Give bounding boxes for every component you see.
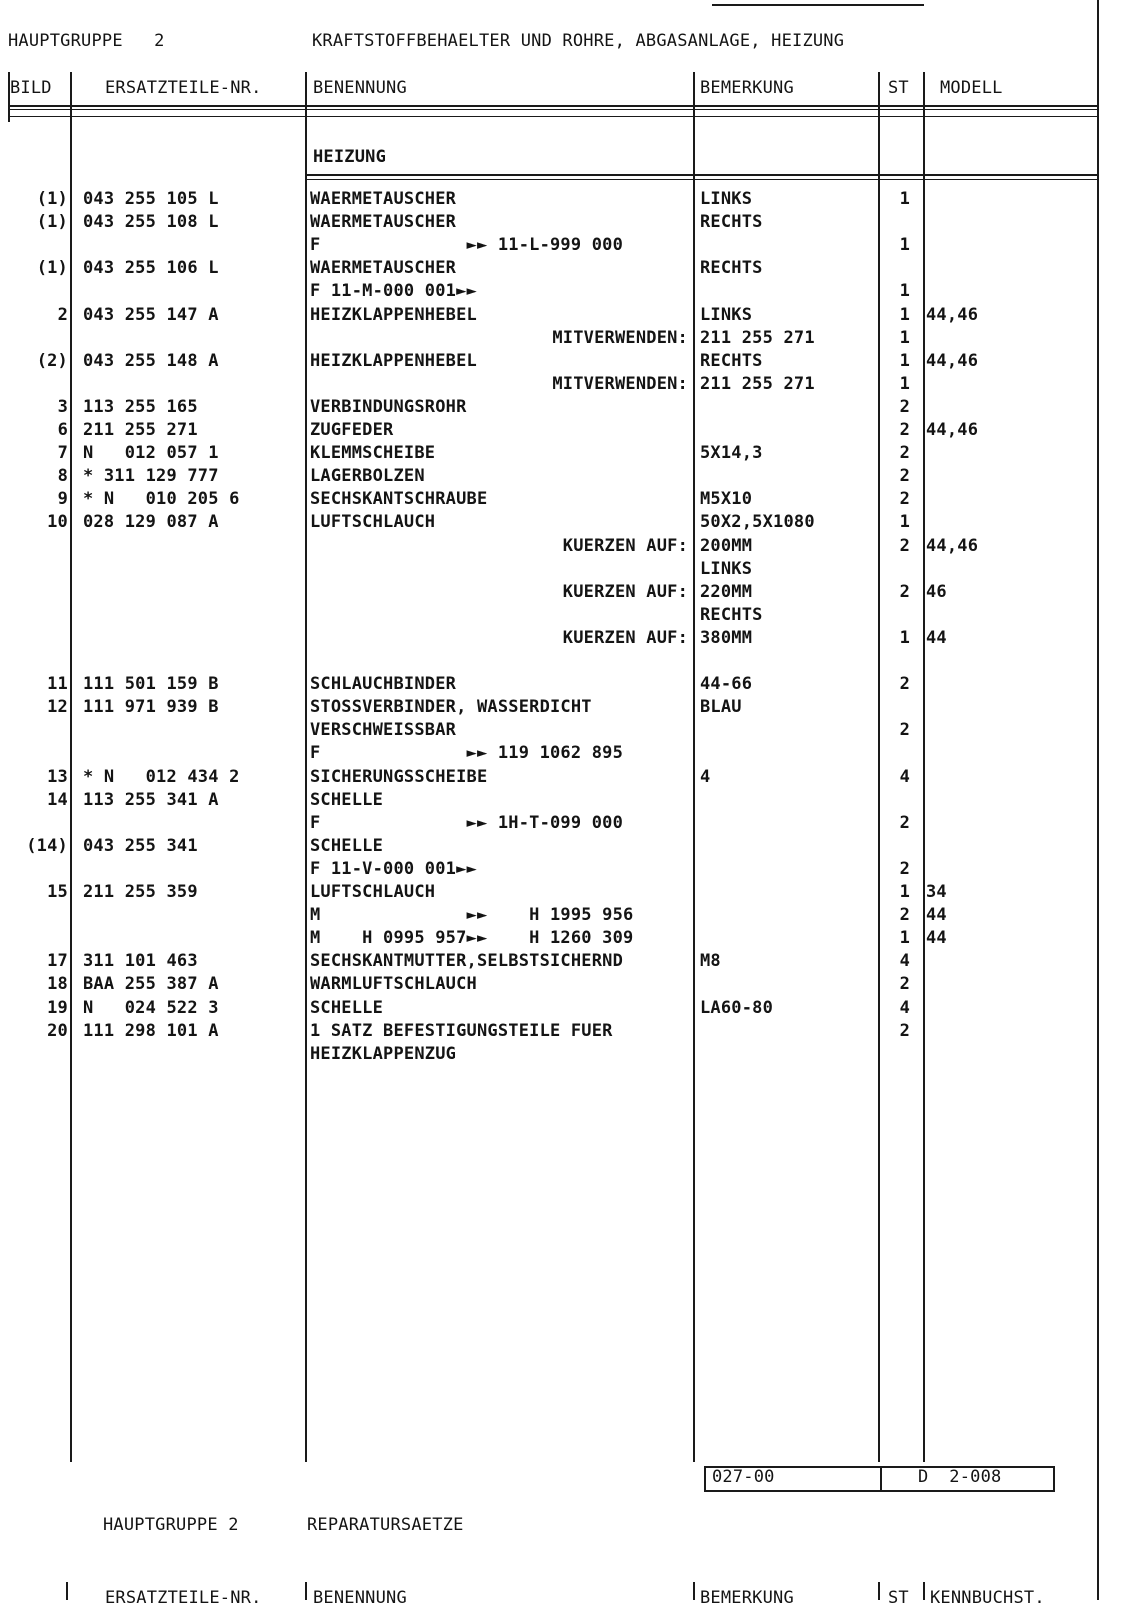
row-benennung: VERBINDUNGSROHR [310, 397, 467, 417]
row-part-number: 211 255 271 [83, 420, 198, 440]
row-bild: 14 [47, 790, 68, 810]
table-row [0, 604, 1100, 627]
next-col-line-bem [693, 1582, 695, 1600]
col-st: ST [888, 78, 909, 98]
row-bild: 9 [57, 489, 68, 509]
row-bild: 19 [47, 998, 68, 1018]
row-benennung: F 11-V-000 001►► [310, 859, 477, 879]
row-bemerkung: 211 255 271 [700, 328, 815, 348]
row-st: 4 [899, 998, 910, 1018]
row-benennung: F ►► 11-L-999 000 [310, 235, 624, 255]
row-st: 1 [899, 928, 910, 948]
row-st: 2 [899, 466, 910, 486]
row-part-number: N 012 057 1 [83, 443, 219, 463]
row-bemerkung: 50X2,5X1080 [700, 512, 815, 532]
row-bild: 7 [57, 443, 68, 463]
table-row [0, 188, 1100, 211]
row-bemerkung: 211 255 271 [700, 374, 815, 394]
table-row [0, 973, 1100, 996]
table-row [0, 927, 1100, 950]
row-modell: 44,46 [926, 351, 979, 371]
next-col-bem: BEMERKUNG [700, 1588, 794, 1608]
table-row [0, 650, 1100, 673]
footer-code-box-right [878, 1466, 1055, 1492]
row-st: 2 [899, 1021, 910, 1041]
row-benennung: LUFTSCHLAUCH [310, 512, 436, 532]
table-row [0, 858, 1100, 881]
row-st: 2 [899, 443, 910, 463]
row-part-number: N 024 522 3 [83, 998, 219, 1018]
row-benennung: M H 0995 957►► H 1260 309 [310, 928, 634, 948]
row-st: 2 [899, 397, 910, 417]
row-bemerkung: RECHTS [700, 605, 763, 625]
group-title: KRAFTSTOFFBEHAELTER UND ROHRE, ABGASANLAGE, HEIZUNG [312, 31, 845, 51]
row-part-number: * N 010 205 6 [83, 489, 240, 509]
row-benennung: 1 SATZ BEFESTIGUNGSTEILE FUER [310, 1021, 613, 1041]
table-row [0, 673, 1100, 696]
table-row [0, 304, 1100, 327]
table-row [0, 835, 1100, 858]
next-col-ben: BENENNUNG [313, 1588, 407, 1608]
row-bemerkung: 200MM [700, 536, 753, 556]
row-st: 2 [899, 536, 910, 556]
table-row [0, 997, 1100, 1020]
row-st: 2 [899, 859, 910, 879]
row-benennung: SECHSKANTMUTTER,SELBSTSICHERND [310, 951, 624, 971]
row-st: 1 [899, 328, 910, 348]
row-benennung: SCHELLE [310, 998, 384, 1018]
row-part-number: 113 255 165 [83, 397, 198, 417]
row-benennung: HEIZKLAPPENHEBEL [310, 351, 477, 371]
row-modell: 44,46 [926, 305, 979, 325]
row-bemerkung: RECHTS [700, 212, 763, 232]
row-part-number: 113 255 341 A [83, 790, 219, 810]
col-ersatzteile: ERSATZTEILE-NR. [105, 78, 262, 98]
row-st: 1 [899, 235, 910, 255]
row-bemerkung: LA60-80 [700, 998, 774, 1018]
row-benennung: SCHELLE [310, 790, 384, 810]
row-st: 1 [899, 351, 910, 371]
table-row [0, 257, 1100, 280]
table-row [0, 812, 1100, 835]
next-group-label: HAUPTGRUPPE 2 [103, 1515, 239, 1535]
row-benennung: SCHELLE [310, 836, 384, 856]
header-rule-1 [8, 105, 1098, 107]
row-modell: 44 [926, 905, 947, 925]
table-row [0, 558, 1100, 581]
row-part-number: 043 255 106 L [83, 258, 219, 278]
row-modell: 44,46 [926, 420, 979, 440]
row-modell: 44 [926, 928, 947, 948]
row-bild: (1) [36, 212, 68, 232]
group-label: HAUPTGRUPPE 2 [8, 31, 165, 51]
top-rule [712, 4, 924, 6]
footer-code-right: D 2-008 [918, 1467, 1002, 1487]
row-bemerkung: LINKS [700, 305, 753, 325]
row-part-number: 111 971 939 B [83, 697, 219, 717]
col-bemerkung: BEMERKUNG [700, 78, 794, 98]
next-col-line-st [878, 1582, 880, 1600]
table-row [0, 719, 1100, 742]
header-rule-2 [8, 109, 1098, 110]
col-line-bild [8, 72, 10, 122]
row-bild: (1) [36, 189, 68, 209]
row-benennung: KUERZEN AUF: [562, 536, 688, 556]
row-bild: (1) [36, 258, 68, 278]
table-row [0, 442, 1100, 465]
table-row [0, 419, 1100, 442]
row-st: 1 [899, 882, 910, 902]
row-bild: 17 [47, 951, 68, 971]
row-bemerkung: 5X14,3 [700, 443, 763, 463]
row-benennung: WAERMETAUSCHER [310, 189, 457, 209]
row-bemerkung: RECHTS [700, 258, 763, 278]
row-bemerkung: 220MM [700, 582, 753, 602]
row-part-number: BAA 255 387 A [83, 974, 219, 994]
next-group-title: REPARATURSAETZE [307, 1515, 464, 1535]
row-benennung: HEIZKLAPPENHEBEL [310, 305, 477, 325]
row-part-number: 043 255 105 L [83, 189, 219, 209]
header-rule-3 [8, 116, 1098, 117]
row-st: 2 [899, 489, 910, 509]
row-benennung: F ►► 119 1062 895 [310, 743, 624, 763]
next-col-line-nr [66, 1582, 68, 1600]
row-st: 1 [899, 374, 910, 394]
row-part-number: 043 255 341 [83, 836, 198, 856]
row-bemerkung: M5X10 [700, 489, 753, 509]
row-bemerkung: BLAU [700, 697, 742, 717]
row-benennung: F ►► 1H-T-099 000 [310, 813, 624, 833]
table-row [0, 904, 1100, 927]
section-rule-1 [305, 174, 1098, 176]
row-bild: 3 [57, 397, 68, 417]
row-st: 2 [899, 674, 910, 694]
row-part-number: 043 255 148 A [83, 351, 219, 371]
row-benennung: M ►► H 1995 956 [310, 905, 634, 925]
row-part-number: * 311 129 777 [83, 466, 219, 486]
footer-code-left: 027-00 [712, 1467, 775, 1487]
row-st: 4 [899, 767, 910, 787]
row-benennung: LAGERBOLZEN [310, 466, 425, 486]
table-row [0, 742, 1100, 765]
row-bild: 6 [57, 420, 68, 440]
table-row [0, 535, 1100, 558]
row-part-number: 043 255 147 A [83, 305, 219, 325]
row-st: 2 [899, 905, 910, 925]
row-bemerkung: LINKS [700, 189, 753, 209]
col-bild: BILD [10, 78, 52, 98]
row-benennung: WAERMETAUSCHER [310, 212, 457, 232]
row-bild: 2 [57, 305, 68, 325]
table-row [0, 766, 1100, 789]
next-col-line-ben [305, 1582, 307, 1600]
table-row [0, 234, 1100, 257]
row-bemerkung: LINKS [700, 559, 753, 579]
row-bild: (2) [36, 351, 68, 371]
next-col-st: ST [888, 1588, 909, 1608]
row-benennung: HEIZKLAPPENZUG [310, 1044, 457, 1064]
section-title: HEIZUNG [313, 147, 387, 167]
next-col-nr: ERSATZTEILE-NR. [105, 1588, 262, 1608]
row-part-number: 111 501 159 B [83, 674, 219, 694]
row-benennung: WARMLUFTSCHLAUCH [310, 974, 477, 994]
table-row [0, 488, 1100, 511]
row-bild: 12 [47, 697, 68, 717]
footer-code-box-left [704, 1466, 882, 1492]
row-part-number: 043 255 108 L [83, 212, 219, 232]
table-row [0, 350, 1100, 373]
row-st: 2 [899, 720, 910, 740]
row-st: 2 [899, 582, 910, 602]
row-bemerkung: RECHTS [700, 351, 763, 371]
row-benennung: SICHERUNGSSCHEIBE [310, 767, 488, 787]
table-row [0, 1020, 1100, 1043]
row-bemerkung: 4 [700, 767, 711, 787]
next-col-kenn: KENNBUCHST. [930, 1588, 1045, 1608]
row-bemerkung: 44-66 [700, 674, 753, 694]
row-benennung: SCHLAUCHBINDER [310, 674, 457, 694]
row-bild: 15 [47, 882, 68, 902]
row-bild: 11 [47, 674, 68, 694]
row-bild: 18 [47, 974, 68, 994]
table-row [0, 280, 1100, 303]
table-row [0, 511, 1100, 534]
row-benennung: STOSSVERBINDER, WASSERDICHT [310, 697, 592, 717]
next-col-line-kenn [923, 1582, 925, 1600]
row-part-number: 311 101 463 [83, 951, 198, 971]
row-st: 2 [899, 420, 910, 440]
row-benennung: KLEMMSCHEIBE [310, 443, 436, 463]
row-part-number: 111 298 101 A [83, 1021, 219, 1041]
row-benennung: SECHSKANTSCHRAUBE [310, 489, 488, 509]
row-part-number: * N 012 434 2 [83, 767, 240, 787]
row-benennung: F 11-M-000 001►► [310, 281, 477, 301]
table-row [0, 881, 1100, 904]
row-st: 1 [899, 281, 910, 301]
row-benennung: WAERMETAUSCHER [310, 258, 457, 278]
row-benennung: VERSCHWEISSBAR [310, 720, 457, 740]
row-modell: 44 [926, 628, 947, 648]
table-row [0, 211, 1100, 234]
row-bild: 13 [47, 767, 68, 787]
row-st: 4 [899, 951, 910, 971]
table-row [0, 950, 1100, 973]
row-benennung: KUERZEN AUF: [562, 582, 688, 602]
table-row [0, 581, 1100, 604]
row-part-number: 028 129 087 A [83, 512, 219, 532]
row-bemerkung: M8 [700, 951, 721, 971]
row-benennung: LUFTSCHLAUCH [310, 882, 436, 902]
row-benennung: KUERZEN AUF: [562, 628, 688, 648]
table-row [0, 789, 1100, 812]
col-modell: MODELL [940, 78, 1003, 98]
row-benennung: MITVERWENDEN: [552, 328, 688, 348]
row-benennung: MITVERWENDEN: [552, 374, 688, 394]
table-row [0, 627, 1100, 650]
row-modell: 34 [926, 882, 947, 902]
section-rule-2 [305, 179, 1098, 180]
row-st: 1 [899, 305, 910, 325]
row-st: 1 [899, 628, 910, 648]
row-st: 2 [899, 813, 910, 833]
table-row [0, 465, 1100, 488]
row-bild: 20 [47, 1021, 68, 1041]
table-row [0, 696, 1100, 719]
row-benennung: ZUGFEDER [310, 420, 394, 440]
col-benennung: BENENNUNG [313, 78, 407, 98]
row-modell: 44,46 [926, 536, 979, 556]
row-bild: 8 [57, 466, 68, 486]
row-bild: (14) [26, 836, 68, 856]
row-modell: 46 [926, 582, 947, 602]
table-row [0, 1043, 1100, 1066]
table-row [0, 396, 1100, 419]
row-st: 1 [899, 189, 910, 209]
row-st: 1 [899, 512, 910, 532]
table-row [0, 327, 1100, 350]
row-bemerkung: 380MM [700, 628, 753, 648]
row-st: 2 [899, 974, 910, 994]
row-bild: 10 [47, 512, 68, 532]
table-row [0, 373, 1100, 396]
row-part-number: 211 255 359 [83, 882, 198, 902]
